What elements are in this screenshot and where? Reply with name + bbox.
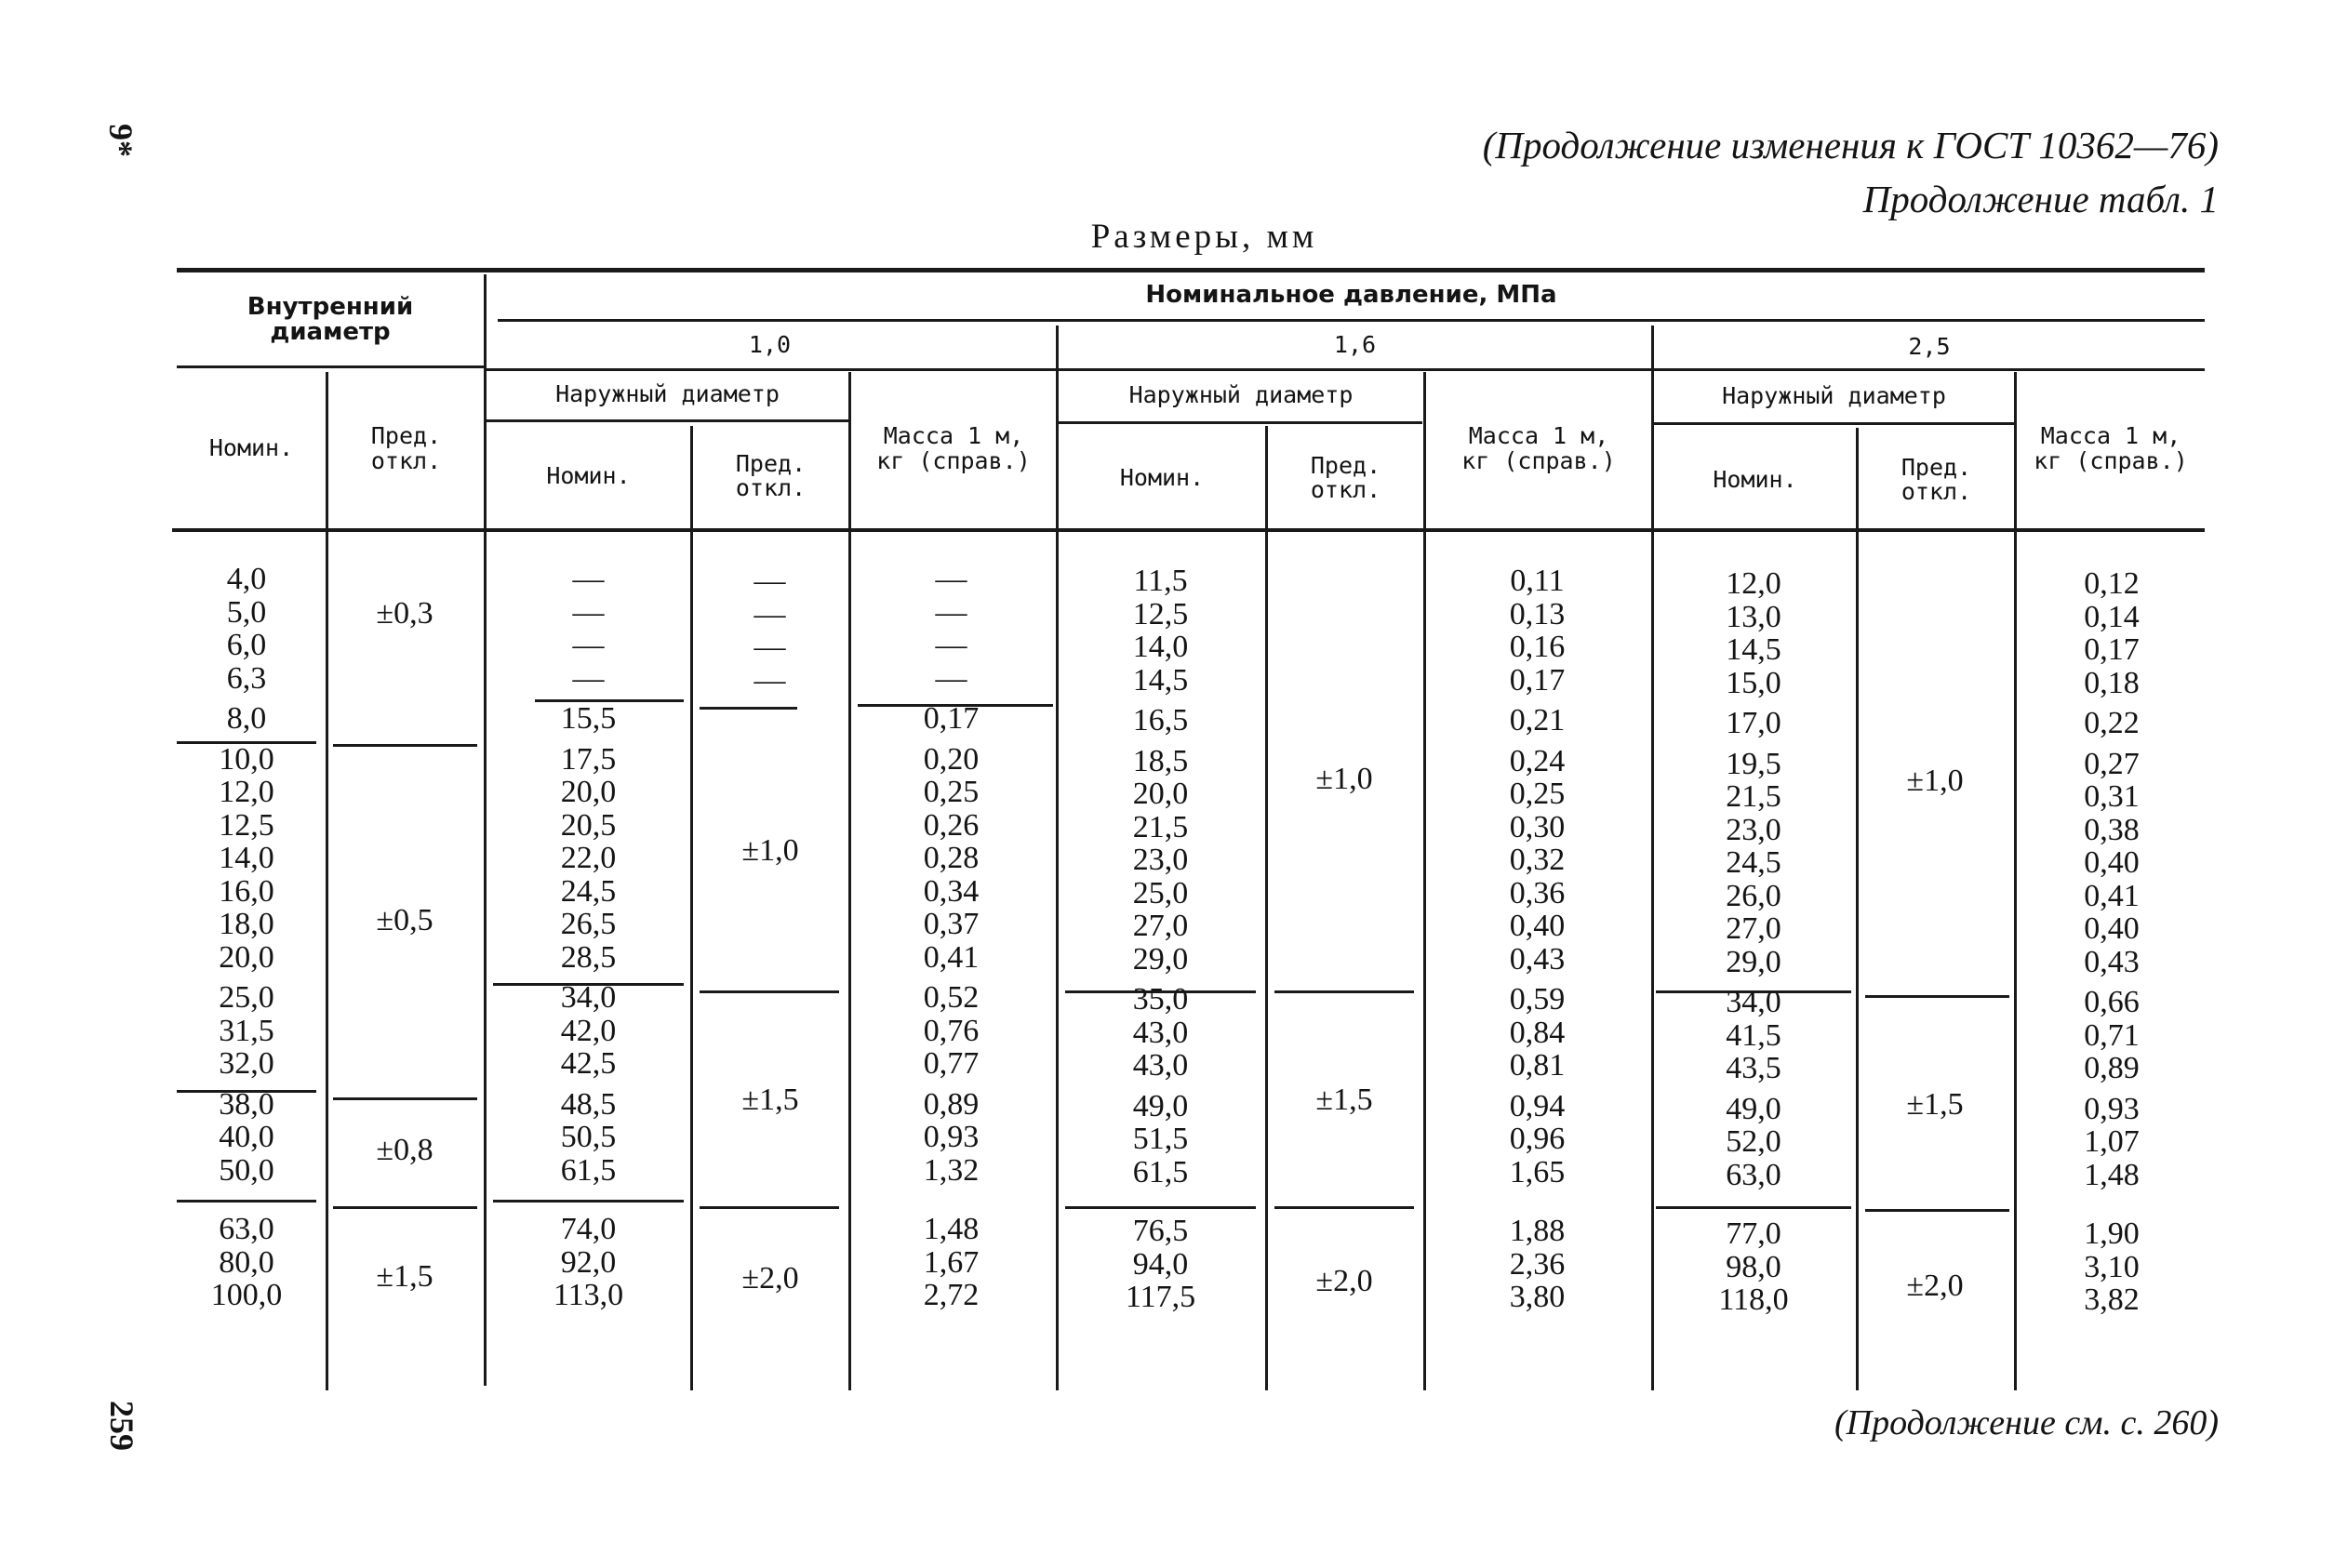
sep-p25-tol-2: [1865, 1209, 2009, 1212]
outer-diam-rule-3: [1653, 422, 2014, 425]
table-cell: 14,5: [1726, 632, 1781, 667]
table-cell: 1,90: [2084, 1216, 2140, 1251]
vrule-p10-tol: [690, 426, 693, 1390]
table-cell: 12,0: [1726, 566, 1781, 601]
table-cell: 63,0: [1726, 1157, 1781, 1192]
sep-p10-tol-1: [700, 707, 797, 710]
table-cell: 11,5: [1133, 564, 1188, 598]
table-cell: 34,0: [560, 980, 617, 1015]
table-cell: —: [935, 660, 967, 696]
table-cell: 0,37: [923, 907, 980, 941]
table-cell: 21,5: [1726, 779, 1781, 814]
table-cell: 76,5: [1132, 1214, 1189, 1248]
table-cell: 2,36: [1509, 1246, 1566, 1282]
table-cell: 31,5: [219, 1013, 274, 1048]
table-cell: 14,5: [1132, 662, 1189, 698]
table-cell: 0,40: [2084, 845, 2140, 880]
table-top-rule: [177, 268, 2205, 272]
table-cell: 0,52: [923, 980, 980, 1015]
header-pressure-1-0: 1,0: [748, 330, 792, 358]
outer-diam-rule-1: [484, 419, 848, 422]
p25-outer-tol-2-0: ±2,0: [1906, 1268, 1964, 1303]
continuation-header: (Продолжение изменения к ГОСТ 10362—76): [1482, 124, 2219, 166]
table-cell: 0,36: [1509, 875, 1566, 910]
table-cell: 0,89: [2084, 1051, 2140, 1085]
table-cell: 80,0: [219, 1244, 274, 1280]
p16-outer-tol-1-5: ±1,5: [1315, 1082, 1373, 1117]
table-cell: 0,30: [1509, 809, 1566, 844]
table-cell: 6,3: [226, 660, 267, 696]
header-p16-outer-nom: Номин.: [1119, 463, 1205, 491]
header-p10-outer-nom: Номин.: [546, 461, 631, 489]
header-inner-diameter: Внутренний диаметр: [247, 292, 414, 346]
p10-outer-tol-dashes: [698, 565, 842, 697]
table-cell: 0,11: [1510, 564, 1565, 598]
table-cell: 0,28: [923, 841, 980, 875]
table-cell: 1,65: [1509, 1154, 1566, 1189]
header-p16-outer-tol: Пред. откл.: [1310, 451, 1381, 503]
table-cell: 0,41: [923, 939, 980, 975]
table-cell: 12,5: [1132, 596, 1189, 631]
inner-tol-1-5: ±1,5: [376, 1258, 433, 1294]
table-cell: 0,89: [923, 1086, 980, 1122]
table-cell: 3,10: [2084, 1249, 2140, 1284]
table-cell: 52,0: [1726, 1124, 1781, 1159]
table-cell: 23,0: [1726, 812, 1781, 847]
table-cell: 34,0: [1726, 985, 1781, 1019]
inner-tol-0-5: ±0,5: [376, 903, 433, 937]
table-cell: 0,38: [2084, 812, 2140, 847]
table-cell: 0,24: [1509, 743, 1566, 778]
table-cell: 17,5: [560, 741, 617, 777]
table-cell: 0,17: [1509, 662, 1566, 698]
table-cell: 0,93: [2084, 1091, 2140, 1126]
header-inner-nom: Номин.: [208, 434, 294, 462]
table-cell: 29,0: [1726, 944, 1781, 979]
continuation-footer: (Продолжение см. с. 260): [1834, 1403, 2219, 1442]
table-cell: —: [572, 562, 605, 596]
table-cell: 0,96: [1509, 1122, 1566, 1156]
table-cell: 24,5: [1726, 845, 1781, 880]
table-cell: 21,5: [1132, 809, 1189, 844]
table-cell: 0,81: [1509, 1048, 1566, 1083]
table-cell: 28,5: [560, 939, 617, 975]
vrule-p16-tol: [1265, 426, 1268, 1390]
header-p10-outer-diameter: Наружный диаметр: [555, 379, 780, 407]
table-cell: 0,40: [1509, 909, 1566, 943]
table-cell: —: [754, 596, 786, 631]
header-inner-tol: Пред. откл.: [370, 422, 442, 474]
p10-outer-tol-1-0: ±1,0: [741, 833, 799, 868]
table-cell: 0,66: [2084, 985, 2140, 1019]
table-cell: 8,0: [226, 701, 267, 736]
table-cell: 29,0: [1132, 941, 1189, 977]
table-cell: 20,0: [219, 939, 274, 975]
table-cell: 94,0: [1132, 1246, 1189, 1282]
header-p10-outer-tol: Пред. откл.: [735, 449, 807, 501]
table-cell: 100,0: [210, 1278, 283, 1312]
table-cell: 49,0: [1132, 1088, 1189, 1123]
table-cell: 16,0: [219, 873, 274, 909]
table-cell: 0,13: [1509, 596, 1566, 631]
table-cell: 0,31: [2084, 779, 2140, 814]
inner-header-rule: [177, 365, 484, 368]
table-cell: 0,76: [923, 1013, 980, 1048]
header-p25-outer-tol: Пред. откл.: [1901, 453, 1972, 505]
header-p25-outer-diameter: Наружный диаметр: [1722, 381, 1946, 409]
sep-inner-tol-1: [333, 744, 477, 747]
table-cell: 42,0: [560, 1013, 617, 1048]
table-cell: 1,32: [923, 1152, 980, 1188]
pressure-rule: [498, 319, 2205, 322]
table-cell: 49,0: [1726, 1091, 1781, 1126]
table-cell: 0,84: [1509, 1015, 1566, 1050]
table-cell: 51,5: [1132, 1122, 1189, 1156]
inner-tol-0-8: ±0,8: [376, 1133, 433, 1167]
p25-outer-tol-1-0: ±1,0: [1906, 764, 1964, 798]
table-cell: 43,0: [1132, 1048, 1189, 1083]
table-cell: 48,5: [560, 1086, 617, 1122]
table-cell: 118,0: [1718, 1282, 1789, 1317]
table-cell: —: [754, 662, 786, 698]
table-cell: 1,88: [1509, 1214, 1566, 1248]
table-cell: 0,40: [2084, 911, 2140, 946]
table-cell: 32,0: [219, 1046, 274, 1081]
table-cell: 1,48: [2084, 1157, 2140, 1192]
table-cell: —: [572, 628, 605, 662]
header-p16-mass: Масса 1 м, кг (справ.): [1461, 422, 1616, 474]
column-p25-outer-nom: [1660, 567, 1847, 1317]
sep-p16-tol-1: [1274, 990, 1414, 993]
table-cell: 0,14: [2084, 599, 2140, 634]
table-cell: 16,5: [1132, 703, 1189, 737]
table-cell: 5,0: [226, 594, 267, 630]
header-pressure-2-5: 2,5: [1908, 332, 1951, 360]
table-cell: 1,67: [923, 1244, 980, 1280]
table-continuation-label: Продолжение табл. 1: [1862, 178, 2219, 220]
margin-page-number: 259: [103, 1401, 140, 1451]
header-pressure-1-6: 1,6: [1333, 330, 1377, 358]
header-p10-mass: Масса 1 м, кг (справ.): [876, 422, 1031, 474]
table-cell: 2,72: [923, 1278, 980, 1312]
table-cell: 50,5: [560, 1120, 617, 1154]
table-cell: —: [935, 594, 967, 630]
table-cell: 0,93: [923, 1120, 980, 1154]
table-cell: 77,0: [1726, 1216, 1781, 1251]
table-cell: 3,82: [2084, 1282, 2140, 1317]
table-cell: 40,0: [219, 1120, 274, 1154]
column-p10-outer-nom: [493, 563, 684, 1312]
table-cell: 0,27: [2084, 746, 2140, 781]
table-cell: 0,77: [923, 1046, 980, 1081]
table-cell: 0,16: [1509, 630, 1566, 664]
table-cell: —: [935, 628, 967, 662]
column-p16-outer-nom: [1065, 565, 1256, 1314]
table-cell: 113,0: [553, 1278, 624, 1312]
table-cell: 20,0: [560, 775, 617, 809]
table-cell: 1,07: [2084, 1124, 2140, 1159]
table-cell: 20,5: [560, 807, 617, 843]
vrule-p25-tol: [1856, 428, 1859, 1390]
table-cell: 117,5: [1125, 1280, 1196, 1314]
table-cell: 22,0: [560, 841, 617, 875]
table-cell: 0,22: [2084, 706, 2140, 740]
table-cell: 25,0: [1132, 875, 1189, 910]
table-cell: 4,0: [226, 562, 267, 596]
table-cell: 3,80: [1509, 1280, 1566, 1314]
table-cell: 0,41: [2084, 878, 2140, 913]
table-cell: —: [935, 562, 967, 596]
table-cell: 38,0: [219, 1086, 274, 1122]
table-cell: 50,0: [219, 1152, 274, 1188]
header-p25-mass: Масса 1 м, кг (справ.): [2034, 422, 2188, 474]
table-cell: 24,5: [560, 873, 617, 909]
table-cell: 14,0: [1132, 630, 1189, 664]
table-cell: 0,32: [1509, 843, 1566, 877]
table-cell: 18,5: [1132, 743, 1189, 778]
p16-outer-tol-1-0: ±1,0: [1315, 761, 1373, 796]
table-cell: 12,0: [219, 775, 274, 809]
table-cell: 41,5: [1726, 1017, 1781, 1053]
table-cell: 0,34: [923, 873, 980, 909]
table-cell: 0,21: [1509, 703, 1566, 737]
table-cell: 0,59: [1509, 982, 1566, 1017]
table-cell: —: [572, 660, 605, 696]
header-nominal-pressure: Номинальное давление, МПа: [1145, 280, 1557, 309]
table-cell: 43,5: [1726, 1051, 1781, 1085]
table-cell: 61,5: [1132, 1154, 1189, 1189]
column-p25-mass: [2023, 567, 2200, 1317]
table-cell: 43,0: [1132, 1015, 1189, 1050]
table-cell: 15,0: [1726, 665, 1781, 700]
dimensions-caption: Размеры, мм: [1090, 218, 1318, 256]
table-cell: 98,0: [1726, 1249, 1781, 1284]
table-cell: 35,0: [1132, 982, 1189, 1017]
table-cell: 61,5: [560, 1152, 617, 1188]
table-cell: 26,0: [1726, 878, 1781, 913]
sep-p25-tol-1: [1865, 995, 2009, 998]
table-cell: 15,5: [560, 701, 617, 736]
table-cell: 0,20: [923, 741, 980, 777]
table-cell: 10,0: [219, 741, 274, 777]
pressure-values-rule: [484, 368, 2205, 371]
table-cell: 14,0: [219, 841, 274, 875]
table-cell: 0,26: [923, 807, 980, 843]
table-cell: 23,0: [1132, 843, 1189, 877]
outer-diam-rule-2: [1058, 421, 1422, 424]
table-cell: 27,0: [1132, 909, 1189, 943]
table-cell: 92,0: [560, 1244, 617, 1280]
table-cell: 6,0: [226, 628, 267, 662]
table-cell: —: [754, 630, 786, 664]
table-cell: 0,71: [2084, 1017, 2140, 1053]
table-cell: 20,0: [1132, 777, 1189, 811]
column-p16-mass: [1433, 565, 1642, 1314]
table-cell: 0,12: [2084, 566, 2140, 601]
table-cell: 25,0: [219, 980, 274, 1015]
table-cell: 0,25: [923, 775, 980, 809]
p16-outer-tol-2-0: ±2,0: [1315, 1263, 1373, 1298]
table-cell: 0,17: [2084, 632, 2140, 667]
table-cell: 0,43: [1509, 941, 1566, 977]
table-cell: 0,17: [923, 701, 980, 736]
p10-outer-tol-1-5: ±1,5: [741, 1082, 799, 1117]
table-cell: 1,48: [923, 1212, 980, 1246]
sep-p10-tol-2: [700, 990, 839, 993]
table-cell: 0,25: [1509, 777, 1566, 811]
table-cell: 17,0: [1726, 706, 1781, 740]
inner-tol-0-3: ±0,3: [376, 596, 433, 631]
table-cell: 0,43: [2084, 944, 2140, 979]
table-cell: —: [572, 594, 605, 630]
table-cell: 12,5: [219, 807, 274, 843]
table-cell: 18,0: [219, 907, 274, 941]
p10-outer-tol-2-0: ±2,0: [741, 1261, 799, 1296]
table-cell: 13,0: [1726, 599, 1781, 634]
table-cell: 19,5: [1726, 746, 1781, 781]
table-cell: —: [754, 564, 786, 598]
table-cell: 0,94: [1509, 1088, 1566, 1123]
p25-outer-tol-1-5: ±1,5: [1906, 1086, 1964, 1122]
table-cell: 27,0: [1726, 911, 1781, 946]
table-cell: 63,0: [219, 1212, 274, 1246]
header-p16-outer-diameter: Наружный диаметр: [1128, 380, 1354, 408]
header-p25-outer-nom: Номин.: [1713, 465, 1797, 493]
margin-signature-mark: 9*: [102, 124, 140, 157]
column-p10-mass: [856, 563, 1047, 1312]
table-cell: 26,5: [560, 907, 617, 941]
table-cell: 74,0: [560, 1212, 617, 1246]
table-cell: 42,5: [560, 1046, 617, 1081]
column-inner-nom: [177, 563, 316, 1312]
table-cell: 0,18: [2084, 665, 2140, 700]
